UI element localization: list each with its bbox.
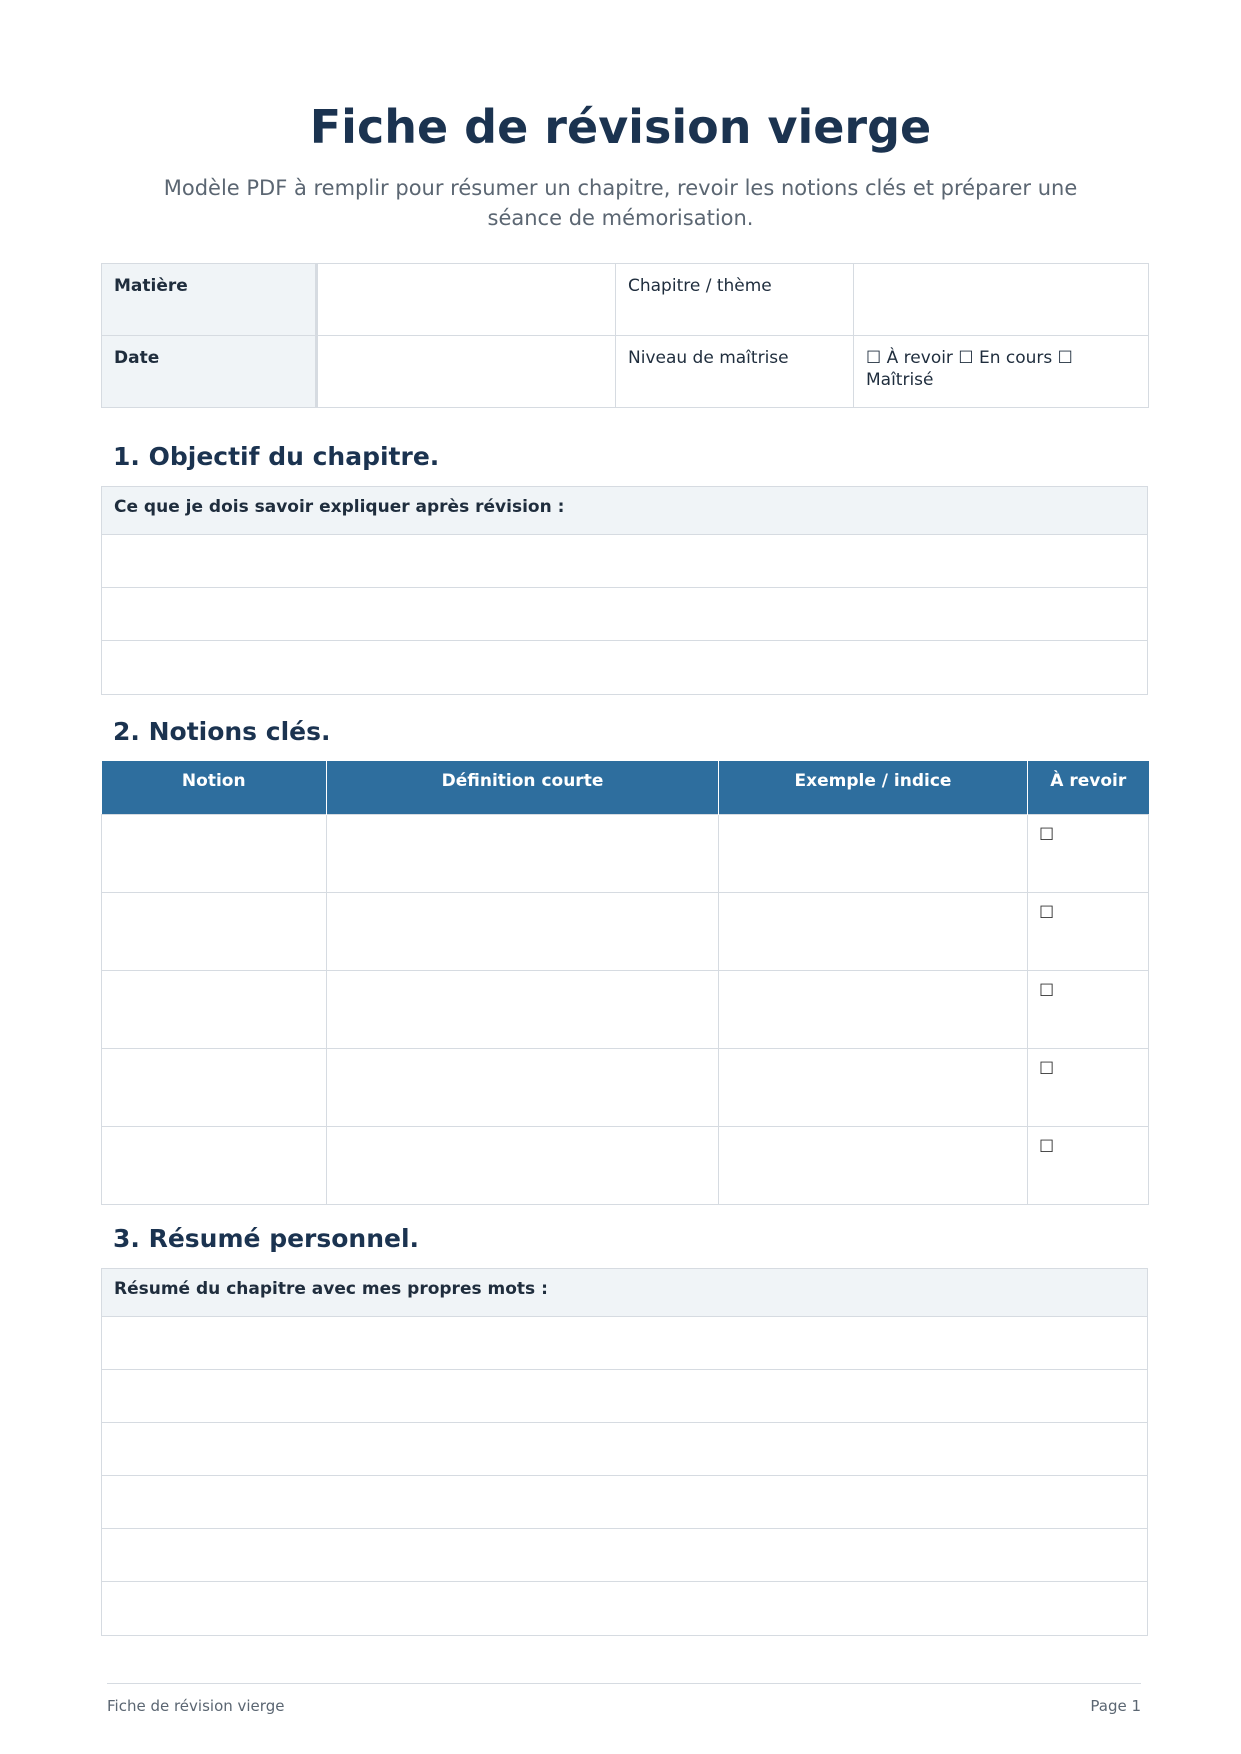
notion-cell[interactable] xyxy=(102,892,327,970)
review-checkbox[interactable]: ☐ xyxy=(1028,1126,1149,1204)
footer-divider xyxy=(107,1683,1141,1684)
table-row xyxy=(102,970,1149,1048)
definition-cell[interactable] xyxy=(327,1048,719,1126)
level-options[interactable]: ☐ À revoir ☐ En cours ☐ Maîtrisé xyxy=(854,336,1149,408)
writing-line[interactable] xyxy=(102,1317,1147,1370)
summary-prompt: Résumé du chapitre avec mes propres mots : xyxy=(102,1269,1147,1317)
column-header-definition: Définition courte xyxy=(327,761,719,814)
review-checkbox[interactable]: ☐ xyxy=(1028,1048,1149,1126)
table-row xyxy=(102,814,1149,892)
definition-cell[interactable] xyxy=(327,814,719,892)
page-subtitle: Modèle PDF à remplir pour résumer un chapitre, revoir les notions clés et préparer une séance de mémorisation. xyxy=(163,176,1078,230)
review-checkbox[interactable]: ☐ xyxy=(1028,814,1149,892)
footer-doc-title: Fiche de révision vierge xyxy=(107,1697,285,1715)
notion-cell[interactable] xyxy=(102,1126,327,1204)
writing-line[interactable] xyxy=(102,1582,1147,1635)
subject-field[interactable] xyxy=(317,264,616,336)
date-field[interactable] xyxy=(317,336,616,408)
notion-cell[interactable] xyxy=(102,970,327,1048)
example-cell[interactable] xyxy=(719,814,1028,892)
chapter-field[interactable] xyxy=(854,264,1149,336)
info-table xyxy=(101,263,1149,408)
table-row xyxy=(102,1048,1149,1126)
table-row xyxy=(102,892,1149,970)
writing-line[interactable] xyxy=(102,1370,1147,1423)
table-row xyxy=(102,1126,1149,1204)
example-cell[interactable] xyxy=(719,970,1028,1048)
writing-line[interactable] xyxy=(102,588,1147,641)
column-header-notion: Notion xyxy=(102,761,327,814)
date-label: Date xyxy=(102,336,317,408)
notions-table xyxy=(101,761,1149,1205)
objective-prompt: Ce que je dois savoir expliquer après révision : xyxy=(102,487,1147,535)
review-checkbox[interactable]: ☐ xyxy=(1028,892,1149,970)
column-header-example: Exemple / indice xyxy=(719,761,1028,814)
section-3-title: 3. Résumé personnel. xyxy=(113,1224,420,1253)
footer-page-number: Page 1 xyxy=(1090,1697,1141,1715)
writing-line[interactable] xyxy=(102,1423,1147,1476)
notions-header-row xyxy=(102,761,1149,814)
writing-line[interactable] xyxy=(102,641,1147,694)
writing-line[interactable] xyxy=(102,1476,1147,1529)
definition-cell[interactable] xyxy=(327,892,719,970)
example-cell[interactable] xyxy=(719,1048,1028,1126)
column-header-review: À revoir xyxy=(1028,761,1149,814)
example-cell[interactable] xyxy=(719,892,1028,970)
section-2-title: 2. Notions clés. xyxy=(113,717,331,746)
example-cell[interactable] xyxy=(719,1126,1028,1204)
level-label: Niveau de maîtrise xyxy=(616,336,854,408)
info-row-subject xyxy=(102,264,1149,336)
summary-box xyxy=(101,1268,1148,1636)
definition-cell[interactable] xyxy=(327,970,719,1048)
page-title: Fiche de révision vierge xyxy=(309,100,932,154)
subject-label: Matière xyxy=(102,264,317,336)
info-row-date xyxy=(102,336,1149,408)
writing-line[interactable] xyxy=(102,535,1147,588)
chapter-label: Chapitre / thème xyxy=(616,264,854,336)
section-1-title: 1. Objectif du chapitre. xyxy=(113,442,440,471)
writing-line[interactable] xyxy=(102,1529,1147,1582)
objective-box xyxy=(101,486,1148,695)
review-checkbox[interactable]: ☐ xyxy=(1028,970,1149,1048)
notion-cell[interactable] xyxy=(102,1048,327,1126)
definition-cell[interactable] xyxy=(327,1126,719,1204)
notion-cell[interactable] xyxy=(102,814,327,892)
